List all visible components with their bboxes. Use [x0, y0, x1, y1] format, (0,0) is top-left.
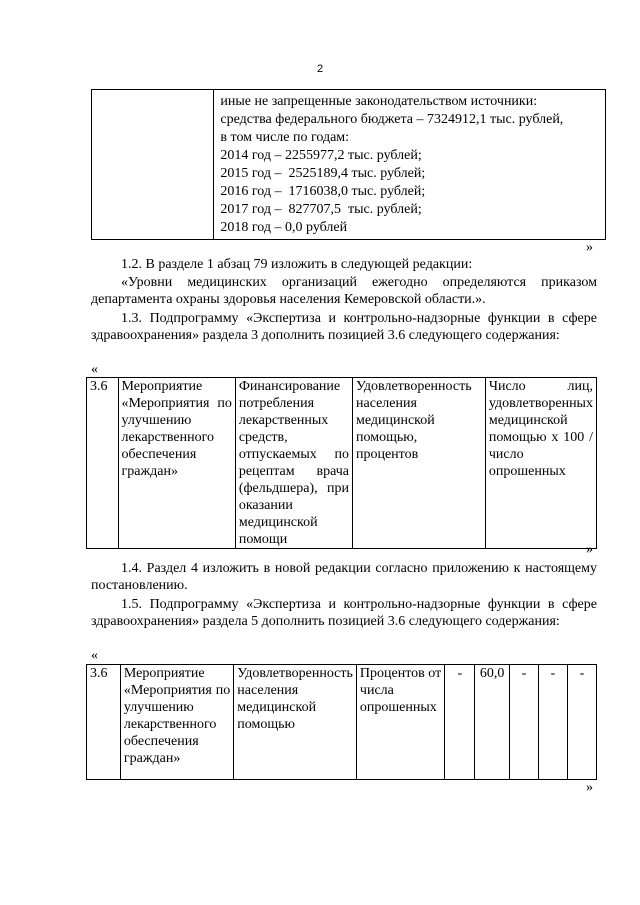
funding-line-1: средства федерального бюджета – 7324912,1 тыс. рублей, — [220, 112, 564, 127]
expertise-table-section5 — [86, 664, 597, 780]
t3-value-1: - — [445, 665, 475, 780]
funding-line-5: 2016 год – 1716038,0 тыс. рублей; — [220, 184, 426, 199]
t2-indicator-cell: Удовлетворенность населения медицинской помощью, процентов — [352, 378, 485, 549]
t3-measure-cell: Мероприятие «Мероприятия по улучшению лекарственного обеспечения граждан» — [120, 665, 233, 780]
close-quote-2: » — [586, 542, 593, 557]
funding-line-7: 2018 год – 0,0 рублей — [220, 220, 348, 235]
funding-line-6: 2017 год – 827707,5 тыс. рублей; — [220, 202, 422, 217]
t2-number-cell: 3.6 — [87, 378, 119, 549]
paragraph-1-4: 1.4. Раздел 4 изложить в новой редакции согласно приложению к настоящему постановлению. — [91, 561, 597, 593]
paragraph-1-2-quote: «Уровни медицинских организаций ежегодно определяются приказом департамента охраны здоровья населения Кемеровской области.». — [91, 275, 597, 307]
t3-unit-cell: Процентов от числа опрошенных — [356, 665, 444, 780]
funding-line-2: в том числе по годам: — [220, 130, 350, 145]
t3-value-3: - — [509, 665, 538, 780]
funding-line-0: иные не запрещенные законодательством источники: — [220, 94, 538, 109]
t3-value-5: - — [567, 665, 596, 780]
paragraph-1-5: 1.5. Подпрограмму «Экспертиза и контрольно-надзорные функции в сфере здравоохранения» раздела 5 дополнить позицией 3.6 следующего содержания: — [91, 597, 597, 629]
open-quote-1: « — [91, 362, 98, 377]
open-quote-2: « — [91, 648, 98, 663]
t2-measure-cell: Мероприятие «Мероприятия по улучшению лекарственного обеспечения граждан» — [118, 378, 235, 549]
page-number: 2 — [316, 63, 324, 75]
expertise-table-section3 — [86, 377, 597, 549]
funding-left-cell — [92, 90, 214, 240]
t3-value-2: 60,0 — [475, 665, 510, 780]
paragraph-1-3: 1.3. Подпрограмму «Экспертиза и контрольно-надзорные функции в сфере здравоохранения» раздела 3 дополнить позицией 3.6 следующего содержания: — [91, 311, 597, 343]
funding-table — [91, 89, 606, 240]
t2-formula-cell: Число лиц, удовлетворенных медицинской помощью х 100 / число опрошенных — [485, 378, 596, 549]
t3-value-4: - — [538, 665, 567, 780]
close-quote-1: » — [586, 240, 593, 255]
t2-criterion-cell: Финансирование потребления лекарственных средств, отпускаемых по рецептам врача (фельдшера), при оказании медицинской помощи — [235, 378, 352, 549]
t3-indicator-cell: Удовлетворенность населения медицинской помощью — [234, 665, 357, 780]
funding-line-4: 2015 год – 2525189,4 тыс. рублей; — [220, 166, 426, 181]
paragraph-1-2: 1.2. В разделе 1 абзац 79 изложить в следующей редакции: — [121, 257, 473, 272]
t3-number-cell: 3.6 — [87, 665, 121, 780]
funding-line-3: 2014 год – 2255977,2 тыс. рублей; — [220, 148, 422, 163]
funding-sources-cell — [214, 90, 606, 240]
close-quote-3: » — [586, 780, 593, 795]
